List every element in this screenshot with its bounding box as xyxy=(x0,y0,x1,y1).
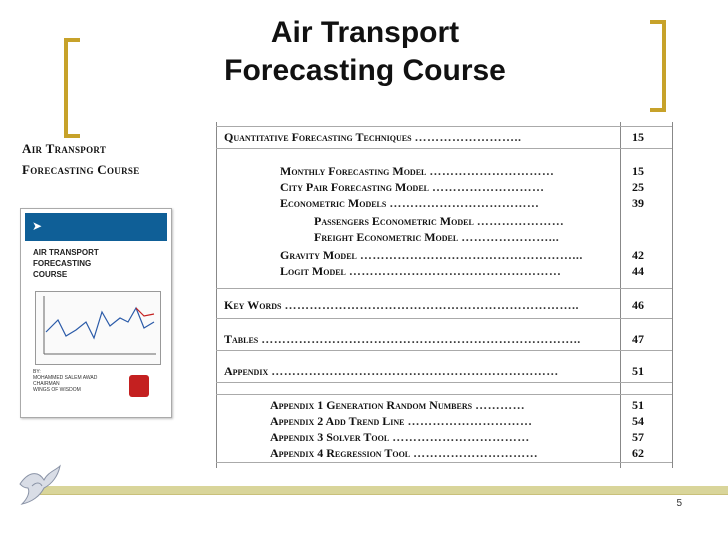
cover-plane-icon xyxy=(129,375,149,397)
book-cover-image xyxy=(20,208,172,418)
footer-bar xyxy=(40,486,728,494)
toc-page: 39 xyxy=(632,196,644,210)
cover-title-line2: FORECASTING xyxy=(33,259,92,268)
toc-page-divider xyxy=(620,122,621,468)
toc-entry-label: Passengers Econometric Model xyxy=(314,214,474,228)
toc-page: 42 xyxy=(632,248,644,262)
toc-entry-label: Appendix 4 Regression Tool xyxy=(270,446,411,460)
toc-rule xyxy=(216,394,672,395)
toc-entry: Appendix 3 Solver Tool …………………………… xyxy=(270,430,530,444)
toc-entry: Passengers Econometric Model ………………… xyxy=(314,214,565,228)
toc-entry: Key Words …………………………………………………………….. xyxy=(224,298,579,312)
toc-rule xyxy=(216,126,672,127)
toc-entry: Monthly Forecasting Model ………………………… xyxy=(280,164,555,178)
toc-border-right xyxy=(672,122,673,468)
side-title-line1: Air Transport xyxy=(22,141,107,156)
footer-line xyxy=(40,494,728,495)
toc-page: 15 xyxy=(632,164,644,178)
toc-entry-label: Freight Econometric Model xyxy=(314,230,459,244)
cover-title-line3: COURSE xyxy=(33,270,68,279)
slide-number: 5 xyxy=(676,498,682,509)
toc-page: 54 xyxy=(632,414,644,428)
cover-role: CHAIRMAN xyxy=(33,381,60,387)
toc-page: 15 xyxy=(632,130,644,144)
toc-entry: Tables ………………………………………………………………….. xyxy=(224,332,581,346)
toc-rule xyxy=(216,382,672,383)
dove-logo-icon xyxy=(14,462,64,510)
toc-entry: Gravity Model ……………………………………………... xyxy=(280,248,583,262)
toc-rule xyxy=(216,462,672,463)
toc-entry-label: Gravity Model xyxy=(280,248,357,262)
toc-entry: Appendix 2 Add Trend Line ………………………… xyxy=(270,414,533,428)
toc-page: 62 xyxy=(632,446,644,460)
toc-entry: Quantitative Forecasting Techniques …………………….. xyxy=(224,130,522,144)
toc-entry-label: Logit Model xyxy=(280,264,346,278)
cover-org: WINGS OF WISDOM xyxy=(33,387,81,393)
toc-rule xyxy=(216,148,672,149)
cover-by: BY: xyxy=(33,369,41,375)
slide-title-line1: Air Transport xyxy=(270,16,460,49)
toc-page: 44 xyxy=(632,264,644,278)
toc-entry-label: Quantitative Forecasting Techniques xyxy=(224,130,412,144)
slide-title-line2: Forecasting Course xyxy=(224,54,506,87)
toc-page: 57 xyxy=(632,430,644,444)
cover-header-band xyxy=(25,213,167,241)
toc-page: 46 xyxy=(632,298,644,312)
right-bracket-decoration xyxy=(650,20,666,112)
toc-entry: Appendix 1 Generation Random Numbers ………… xyxy=(270,398,526,412)
cover-title-line1: AIR TRANSPORT xyxy=(33,248,99,257)
toc-entry-label: Econometric Models xyxy=(280,196,387,210)
toc-rule xyxy=(216,350,672,351)
toc-page: 51 xyxy=(632,398,644,412)
toc-entry-label: City Pair Forecasting Model xyxy=(280,180,430,194)
toc-entry-label: Appendix 1 Generation Random Numbers xyxy=(270,398,473,412)
toc-entry-label: Appendix 2 Add Trend Line xyxy=(270,414,405,428)
cover-author-block xyxy=(33,369,97,393)
toc-border-left xyxy=(216,122,217,468)
toc-entry: Econometric Models ……………………………… xyxy=(280,196,540,210)
toc-entry: Freight Econometric Model …………………... xyxy=(314,230,560,244)
toc-entry: Appendix …………………………………………………………… xyxy=(224,364,559,378)
toc-page: 51 xyxy=(632,364,644,378)
toc-entry-label: Key Words xyxy=(224,298,282,312)
side-title xyxy=(22,138,140,180)
left-bracket-decoration xyxy=(64,38,80,138)
side-title-line2: Forecasting Course xyxy=(22,162,140,177)
cover-chart-thumbnail xyxy=(35,291,161,365)
bird-logo-icon: ➤ xyxy=(32,219,43,233)
toc-page: 47 xyxy=(632,332,644,346)
toc-entry: Appendix 4 Regression Tool ………………………… xyxy=(270,446,539,460)
toc-entry-label: Appendix xyxy=(224,364,269,378)
toc-rule xyxy=(216,288,672,289)
table-of-contents xyxy=(214,122,676,468)
toc-entry-label: Tables xyxy=(224,332,259,346)
toc-page: 25 xyxy=(632,180,644,194)
toc-entry-label: Monthly Forecasting Model xyxy=(280,164,427,178)
toc-entry: Logit Model …………………………………………… xyxy=(280,264,562,278)
toc-entry: City Pair Forecasting Model ……………………… xyxy=(280,180,545,194)
slide-title xyxy=(200,14,530,90)
toc-entry-label: Appendix 3 Solver Tool xyxy=(270,430,390,444)
cover-title xyxy=(33,247,99,280)
toc-rule xyxy=(216,318,672,319)
cover-author: MOHAMMED SALEM AWAD xyxy=(33,375,98,381)
